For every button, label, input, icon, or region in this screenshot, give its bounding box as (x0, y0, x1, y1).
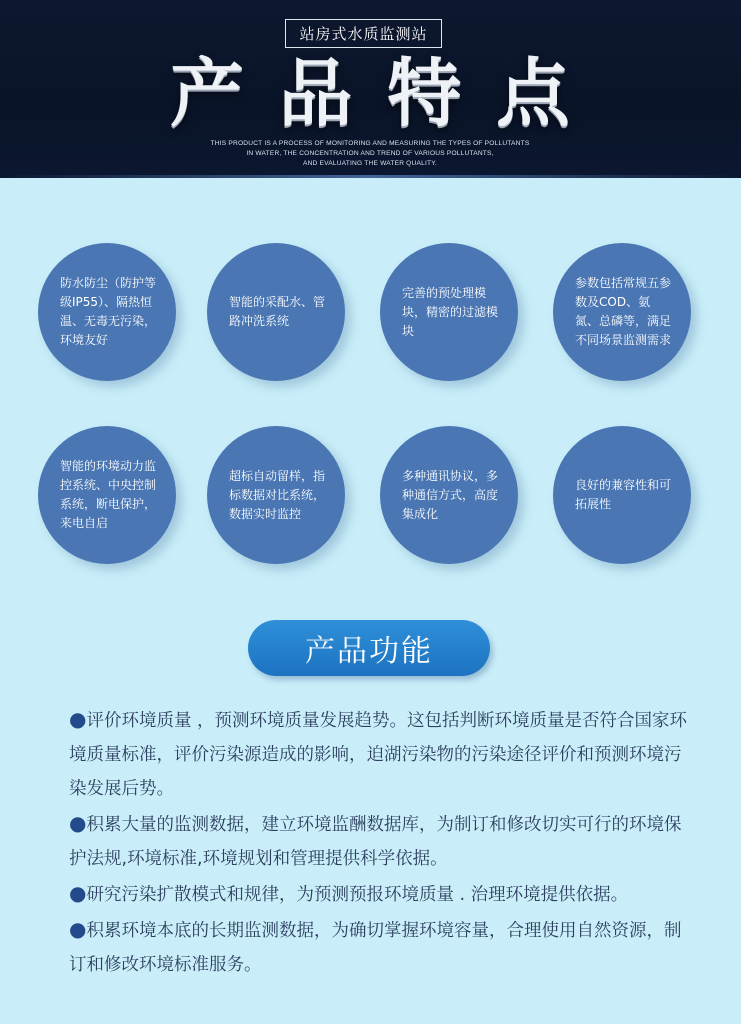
feature-bubble-8 (553, 426, 691, 564)
feature-text-7: 多种通讯协议，多种通信方式，高度集成化 (402, 468, 499, 521)
feature-bubble-4 (553, 243, 691, 381)
bullet-icon: ● (69, 811, 87, 835)
feature-bubble-5 (38, 426, 176, 564)
feature-bubble-2 (207, 243, 345, 381)
feature-bubble-1 (38, 243, 176, 381)
title-char-1: 产 (170, 51, 244, 137)
function-item-4 (69, 912, 689, 982)
english-line-2: IN WATER, THE CONCENTRATION AND TREND OF VARIOUS POLLUTANTS, (246, 150, 494, 157)
header-glow (0, 175, 741, 178)
title-char-4: 点 (495, 51, 570, 137)
header-banner (0, 0, 741, 178)
english-line-3: AND EVALUATING THE WATER QUALITY. (303, 160, 437, 167)
feature-text-3: 完善的预处理模块，精密的过滤模块 (402, 285, 499, 338)
function-item-1 (69, 702, 689, 806)
subtitle-box: 站房式水质监测站 (285, 19, 442, 48)
function-text-3: 研究污染扩散模式和规律，为预测预报环境质量 . 治理环境提供依据。 (86, 885, 629, 905)
page-title (170, 52, 570, 136)
english-line-1: THIS PRODUCT IS A PROCESS OF MONITORING AND MEASURING THE TYPES OF POLLUTANTS (210, 140, 530, 147)
function-item-3 (69, 876, 689, 912)
function-item-2 (69, 806, 689, 876)
function-text-2: 积累大量的监测数据，建立环境监酬数据库，为制订和修改切实可行的环境保护法规,环境标准,环境规划和管理提供科学依据。 (69, 815, 682, 869)
bullet-icon: ● (69, 881, 87, 905)
english-description (150, 139, 590, 169)
function-text-4: 积累环境本底的长期监测数据，为确切掌握环境容量，合理使用自然资源，制订和修改环境标准服务。 (69, 921, 682, 975)
title-char-2: 品 (278, 51, 353, 137)
bullet-icon: ● (69, 917, 87, 941)
bullet-icon: ● (69, 707, 87, 731)
feature-text-6: 超标自动留样，指标数据对比系统，数据实时监控 (229, 468, 326, 521)
feature-text-5: 智能的环境动力监控系统、中央控制系统，断电保护，来电自启 (60, 459, 157, 530)
feature-bubble-6 (207, 426, 345, 564)
title-char-3: 特 (387, 51, 462, 137)
feature-text-1: 防水防尘（防护等级IP55）、隔热恒温、无毒无污染，环境友好 (60, 276, 157, 347)
feature-text-4: 参数包括常规五参数及COD、氨氮、总磷等，满足不同场景监测需求 (575, 276, 672, 347)
feature-bubble-7 (380, 426, 518, 564)
functions-title: 产品功能 (248, 620, 490, 676)
functions-list (69, 702, 689, 982)
feature-text-2: 智能的采配水、管路冲洗系统 (229, 295, 326, 328)
feature-text-8: 良好的兼容性和可拓展性 (575, 478, 672, 511)
function-text-1: 评价环境质量 ，预测环境质量发展趋势。这包括判断环境质量是否符合国家环境质量标准，评价污染源造成的影响，迫湖污染物的污染途径评价和预测环境污染发展后势。 (69, 711, 688, 799)
feature-bubble-3 (380, 243, 518, 381)
